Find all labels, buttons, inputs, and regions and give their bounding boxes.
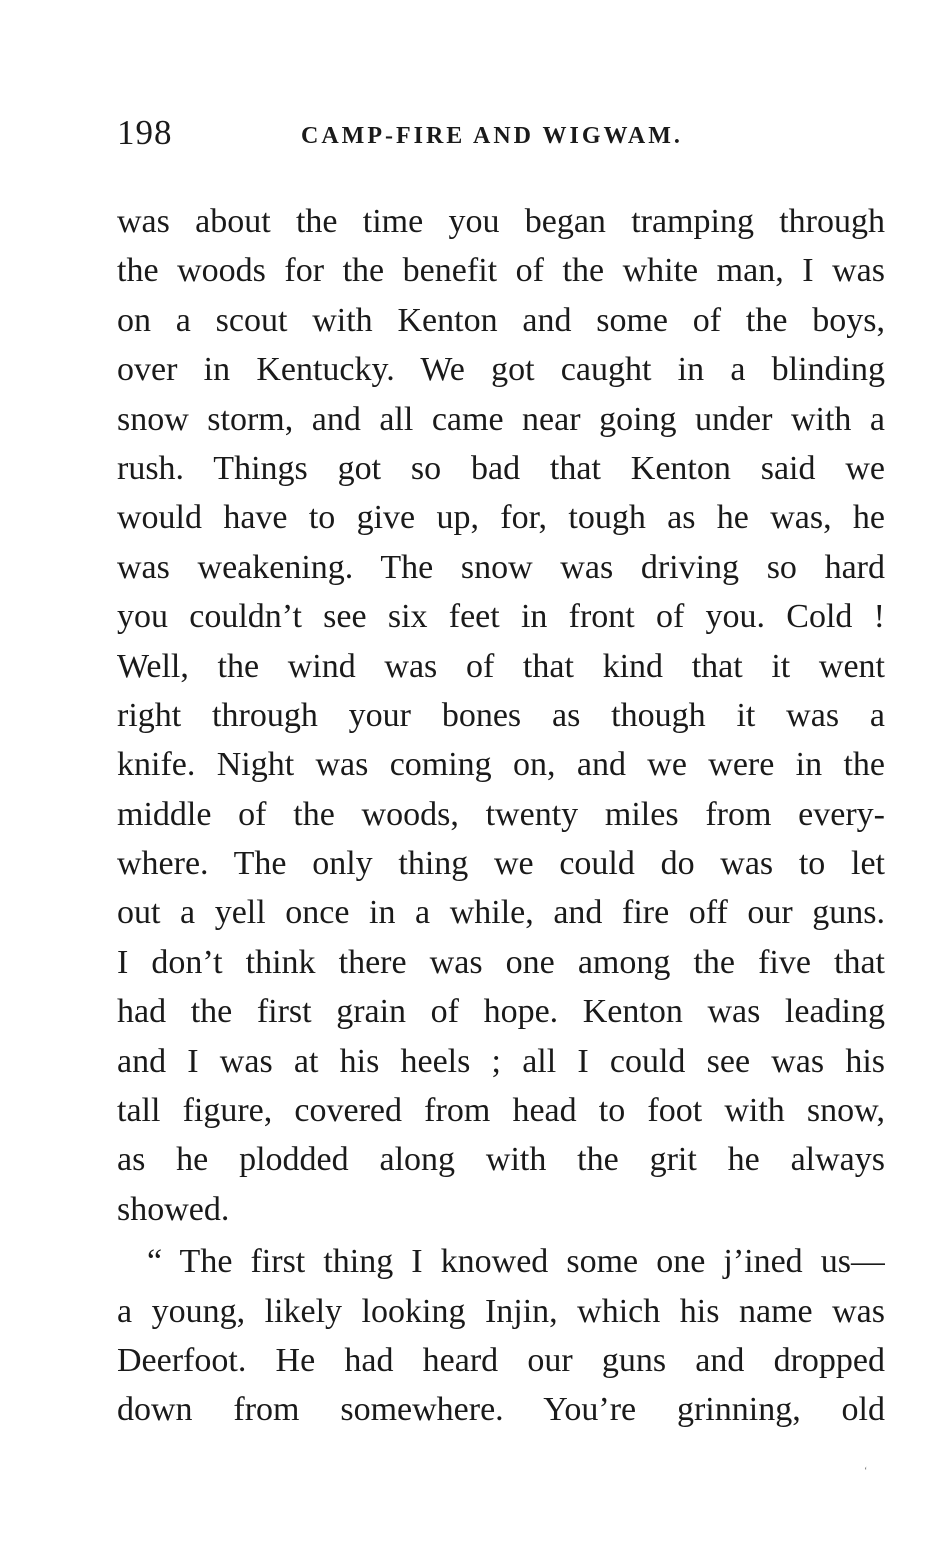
text-line: rush. Things got so bad that Kenton said we [117,449,885,487]
text-line: middle of the woods, twenty miles from every- [117,795,885,833]
text-line: a young, likely looking Injin, which his name was [117,1292,885,1330]
paragraph [117,197,885,1234]
text-line: where. The only thing we could do was to let [117,845,885,883]
stray-print-mark: ‘ [864,1466,868,1477]
text-line: snow storm, and all came near going under with a [117,400,885,438]
text-line: I don’t think there was one among the five that [117,943,885,981]
text-line: right through your bones as though it was a [117,696,885,734]
paragraph [117,1237,885,1435]
text-line: Well, the wind was of that kind that it went [117,647,885,685]
text-line: out a yell once in a while, and fire off our guns. [117,894,885,932]
text-line: tall figure, covered from head to foot with snow, [117,1092,885,1130]
running-title: CAMP-FIRE AND WIGWAM. [301,123,683,149]
text-line: the woods for the benefit of the white man, I was [117,252,885,290]
text-line: showed. [117,1190,230,1228]
text-line: knife. Night was coming on, and we were in the [117,746,885,784]
text-line: down from somewhere. You’re grinning, old [117,1391,885,1429]
text-line: would have to give up, for, tough as he was, he [117,499,885,537]
text-line: and I was at his heels ; all I could see was his [117,1042,885,1080]
text-line: “ The first thing I knowed some one j’ined us— [147,1243,885,1281]
page-number: 198 [117,113,173,152]
text-line: Deerfoot. He had heard our guns and dropped [117,1341,885,1379]
text-line: you couldn’t see six feet in front of you. Cold ! [117,598,885,636]
body-text [117,197,885,1435]
text-line: was weakening. The snow was driving so hard [117,548,885,586]
text-line: was about the time you began tramping through [117,203,885,240]
text-line: had the first grain of hope. Kenton was leading [117,993,885,1031]
text-line: on a scout with Kenton and some of the boys, [117,301,885,339]
text-line: as he plodded along with the grit he always [117,1141,885,1179]
text-line: over in Kentucky. We got caught in a blinding [117,351,885,389]
